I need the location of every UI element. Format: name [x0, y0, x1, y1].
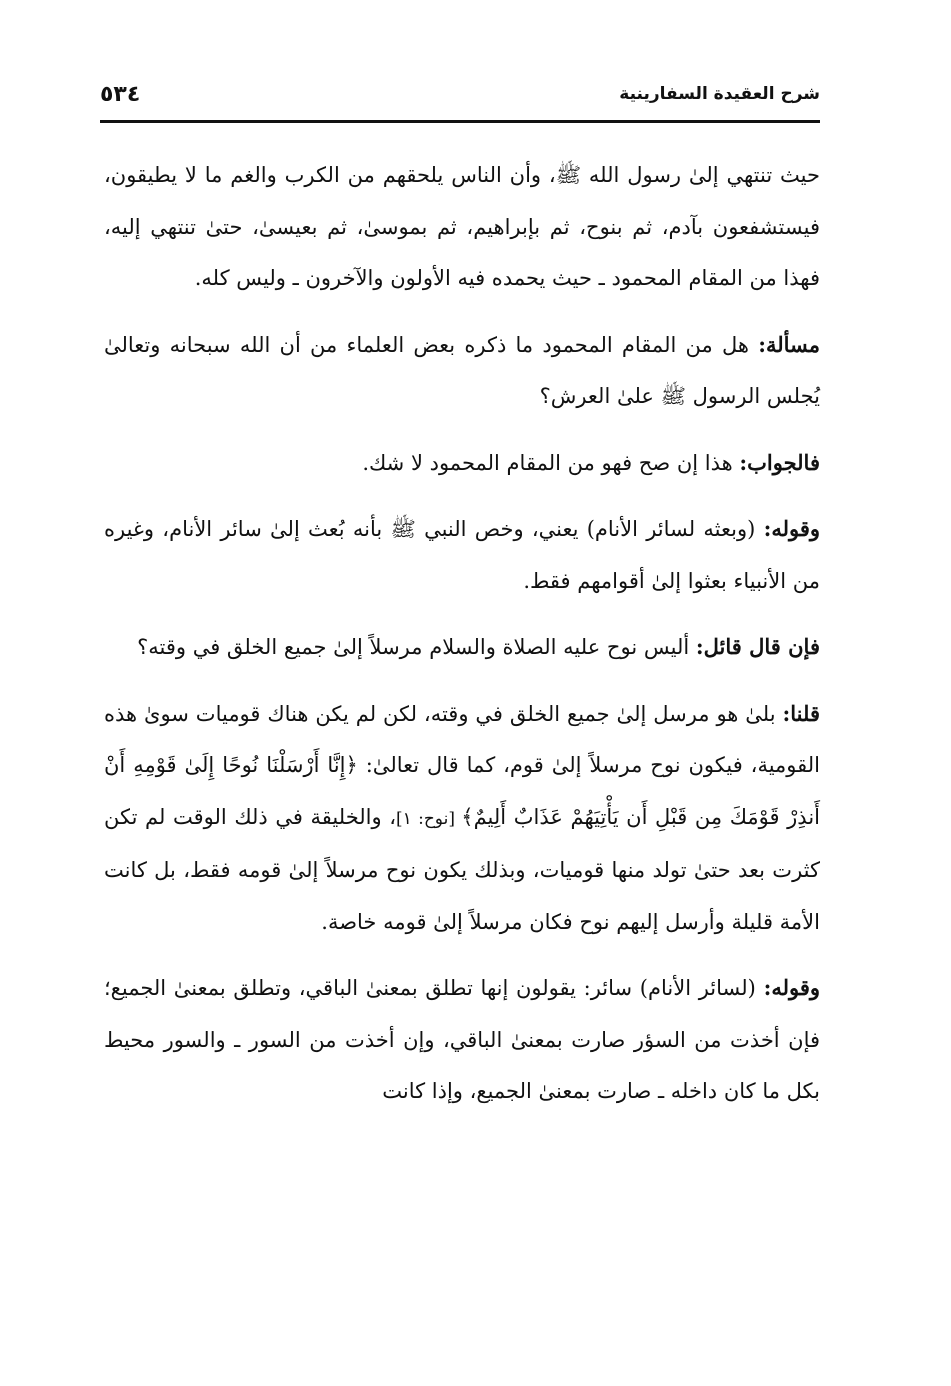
paragraph-5 [104, 621, 820, 674]
paragraph-text: هل من المقام المحمود ما ذكره بعض العلماء من أن الله سبحانه وتعالىٰ يُجلس الرسول ﷺ علىٰ العرش؟ [104, 332, 820, 408]
paragraph-text: (لسائر الأنام) سائر: يقولون إنها تطلق بمعنىٰ الباقي، وتطلق بمعنىٰ الجميع؛ فإن أخذت من السؤر صارت بمعنىٰ الباقي، وإن أخذت من السور ـ والسور محيط بكل ما كان داخله ـ صارت بمعنىٰ الجميع، وإذا كانت [104, 976, 820, 1103]
paragraph-text: حيث تنتهي إلىٰ رسول الله ﷺ، وأن الناس يلحقهم من الكرب والغم ما لا يطيقون، فيستشفعون بآدم، ثم بنوح، ثم بإبراهيم، ثم بموسىٰ، ثم بعيسىٰ، حتىٰ تنتهي إليه، فهذا من المقام المحمود ـ حيث يحمده فيه الأولون والآخرون ـ وليس كله. [104, 163, 820, 290]
paragraph-3 [104, 437, 820, 490]
paragraph-lead: مسألة: [758, 331, 820, 357]
paragraph-6 [104, 688, 820, 949]
paragraph-4 [104, 503, 820, 607]
paragraph-lead: وقوله: [763, 975, 820, 1000]
paragraph-1 [104, 150, 820, 305]
paragraph-text: بلىٰ هو مرسل إلىٰ جميع الخلق في وقته، لكن لم يكن هناك قوميات سوىٰ هذه القومية، فيكون نوح مرسلاً إلىٰ قوم، كما قال تعالىٰ: [104, 701, 821, 777]
paragraph-text: هذا إن صح فهو من المقام المحمود لا شك. [362, 450, 740, 475]
book-title: شرح العقيدة السفارينية [619, 84, 820, 104]
paragraph-text: (وبعثه لسائر الأنام) يعني، وخص النبي ﷺ بأنه بُعث إلىٰ سائر الأنام، وغيره من الأنبياء بعثوا إلىٰ أقوامهم فقط. [104, 517, 820, 593]
verse-reference: [نوح: ١] [396, 808, 462, 829]
header-divider [100, 120, 820, 123]
quran-verse: ﴿إِنَّا أَرْسَلْنَا نُوحًا إِلَىٰ قَوْمِهِ أَنْ أَنذِرْ قَوْمَكَ مِن قَبْلِ أَن يَأْتِيَهُمْ عَذَابٌ أَلِيمٌ﴾ [104, 753, 820, 829]
paragraph-text: أليس نوح عليه الصلاة والسلام مرسلاً إلىٰ جميع الخلق في وقته؟ [137, 635, 696, 659]
paragraph-7 [104, 962, 820, 1118]
paragraph-lead: فإن قال قائل: [695, 634, 820, 659]
paragraph-2 [104, 319, 820, 423]
paragraph-lead: وقوله: [763, 516, 820, 541]
paragraph-lead: قلنا: [782, 700, 820, 726]
page-number: ٥٣٤ [100, 82, 141, 107]
page-body [104, 150, 820, 1118]
page-header [100, 82, 820, 118]
paragraph-lead: فالجواب: [739, 449, 820, 475]
paragraph-text-tail: ، والخليقة في ذلك الوقت لم تكن كثرت بعد حتىٰ تولد منها قوميات، وبذلك يكون نوح مرسلاً إلىٰ قومه فقط، بل كانت الأمة قليلة وأرسل إليهم نوح فكان مرسلاً إلىٰ قومه خاصة. [104, 804, 820, 934]
